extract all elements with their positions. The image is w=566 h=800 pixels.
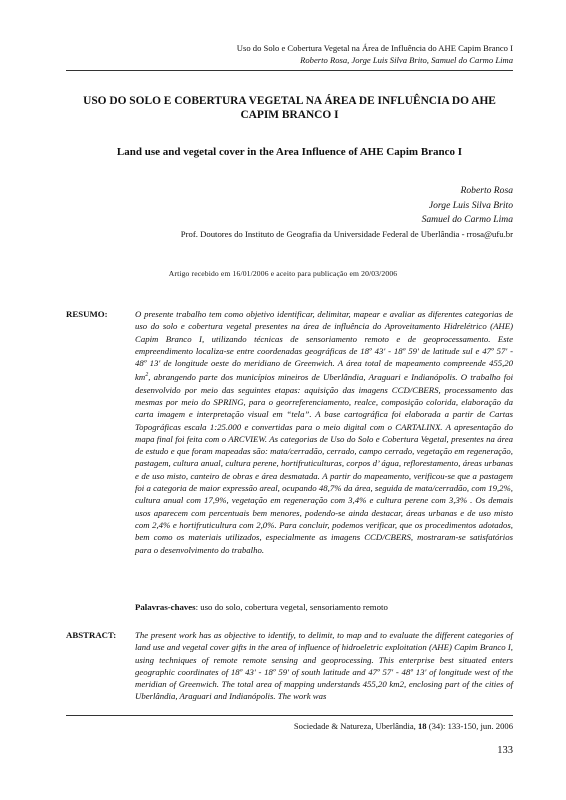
journal-volume: 18 <box>417 721 427 731</box>
resumo-text-part-2: , abrangendo parte dos municípios mineiros de Uberlândia, Araguari e Indianópolis. O trabalho foi desenvolvido por meio das seguintes etapas: aquisição das imagens CCD/CBERS, processamento das mesmas por meio do SPRING, para o georreferenciamento, realce, composição colorida, elaboração da carta imagem e interpretação visual em “tela”. A base cartográfica foi elaborada a partir de Cartas Topográficas escala 1:25.000 e convertidas para o meio digital com o CARTALINX. A apresentação do mapa final foi feita com o ARCVIEW. As categorias de Uso do Solo e Cobertura Vegetal, presentes na área de estudo e que foram mapeadas são: mata/cerradão, cerrado, campo cerrado, vegetação em regeneração, pastagem, cultura anual, cultura perene, hortifruticulturas, corpos d’ água, reflorestamento, áreas urbanas e de uso misto, canteiro de obras e área desmatada. A partir do mapeamento, verificou-se que a pastagem foi a categoria de maior expressão areal, ocupando 48,7% da área, seguida de mata/cerradão, com 19,2%, cultura anual com 17,9%, vegetação em regeneração com 3,4% e cultura perene com 3,3% . Os demais usos aparecem com percentuais bem menores, podendo-se ainda destacar, áreas urbanas e de uso misto com 2,4% e hortifruticultura com 2,0%. Para concluir, podemos verificar, que os procedimentos adotados, bem como os materiais utilizados, especialmente as imagens CCD/CBERS, mostraram-se satisfatórios para o desenvolvimento do trabalho. <box>135 372 513 555</box>
abstract-text: The present work has as objective to identify, to delimit, to map and to evaluate the different categories of land use and vegetal cover gifts in the area of influence of hidroeletric exploitation (AHE) Capim Branco I, using techniques of remote remote sensing and geoprocessing. This enterprise best situated enters geographic coordinates of 18º 43' - 18º 59' of south latitude and 47º 57' - 48º 13' of longitude west of the meridian of Greenwich. The total area of mapping understands 455,20 km2, enclosing part of the cities of Uberlândia, Araguari and Indianópolis. The work was <box>135 630 513 702</box>
running-authors: Roberto Rosa, Jorge Luis Silva Brito, Samuel do Carmo Lima <box>300 54 513 65</box>
resumo-text-part-1: O presente trabalho tem como objetivo identificar, delimitar, mapear e avaliar as diferentes categorias de uso do solo e cobertura vegetal presentes na área de influência do Aproveitamento Hidrelétrico (AHE) Capim Branco I, utilizando técnicas de sensoriamento remoto e de geoprocessamento. Este empreendimento localiza-se entre coordenadas geográficas de 18º 43' - 18º 59' de latitude sul e 47º 57' - 48º 13' de longitude oeste do meridiano de Greenwich. A área total de mapeamento compreende 455,20 km <box>135 309 513 383</box>
journal-suffix: (34): 133-150, jun. 2006 <box>426 721 513 731</box>
resumo-label: RESUMO: <box>66 309 108 319</box>
article-title-pt <box>66 94 513 122</box>
page-number: 133 <box>497 745 513 756</box>
running-head <box>237 43 513 66</box>
footer-rule <box>66 715 513 716</box>
journal-prefix: Sociedade & Natureza, Uberlândia, <box>293 721 418 731</box>
author-list <box>422 184 513 228</box>
resumo-text <box>135 308 513 556</box>
superscript-2: 2 <box>145 372 149 379</box>
abstract-label: ABSTRACT: <box>66 630 117 640</box>
author-name: Roberto Rosa <box>460 185 513 196</box>
keywords-text: : uso do solo, cobertura vegetal, sensoriamento remoto <box>195 602 388 612</box>
author-name: Jorge Luis Silva Brito <box>428 199 513 211</box>
journal-citation <box>294 721 513 732</box>
keywords-label: Palavras-chaves <box>135 602 196 612</box>
header-rule <box>66 70 513 71</box>
author-affiliation: Prof. Doutores do Instituto de Geografia da Universidade Federal de Uberlândia - rrosa@ufu.br <box>180 229 513 239</box>
title-pt-line-1: USO DO SOLO E COBERTURA VEGETAL NA ÁREA DE INFLUÊNCIA DO AHE <box>83 95 496 107</box>
article-title-en: Land use and vegetal cover in the Area Influence of AHE Capim Branco I <box>116 146 463 158</box>
author-name: Samuel do Carmo Lima <box>421 214 513 225</box>
received-date: Artigo recebido em 16/01/2006 e aceito para publicação em 20/03/2006 <box>168 269 398 278</box>
running-title: Uso do Solo e Cobertura Vegetal na Área de Influência do AHE Capim Branco I <box>236 43 513 53</box>
title-pt-line-2: CAPIM BRANCO I <box>240 109 339 121</box>
keywords <box>135 601 513 613</box>
